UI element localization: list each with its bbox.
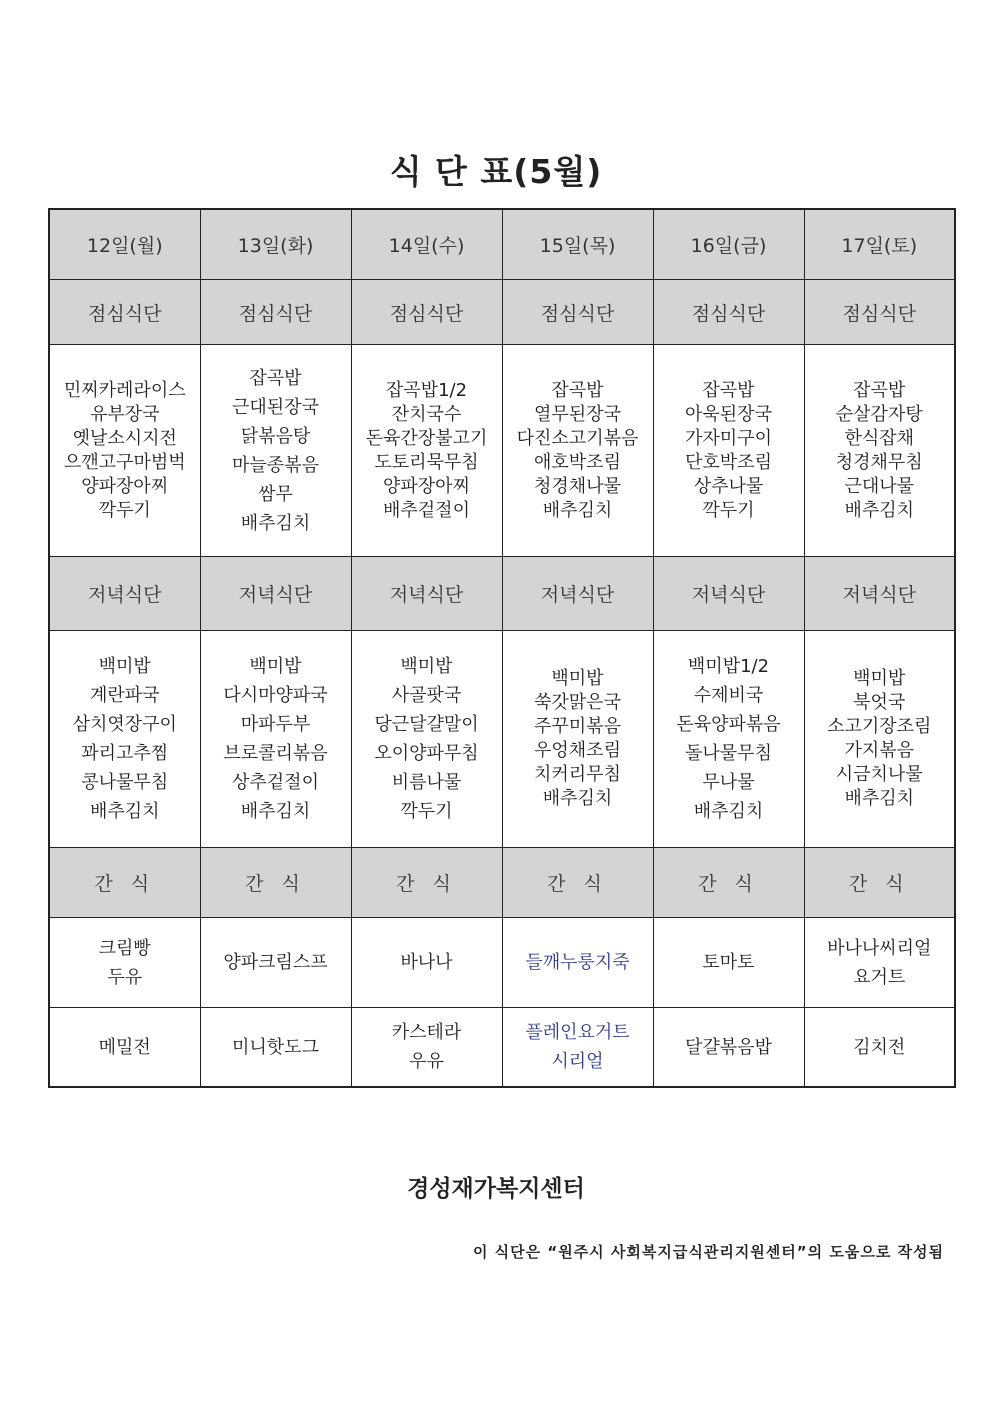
snack-row-1 [49,918,955,1008]
menu-item: 청경채나물 [534,475,621,497]
menu-item: 소고기장조림 [827,716,932,737]
menu-item: 백미밥 [853,668,906,689]
menu-item: 으깬고구마범벅 [63,451,186,473]
menu-item: 닭볶음탕 [240,425,311,447]
date-cell: 15일(목) [502,209,653,280]
date-row [49,209,955,280]
menu-item: 배추김치 [693,801,764,822]
dinner-header-row [49,557,955,631]
menu-item: 꽈리고추찜 [81,743,169,764]
snack-cell [351,1008,502,1088]
snack-item: 바나나씨리얼 [827,937,932,959]
menu-item: 깍두기 [702,499,755,521]
menu-item: 유부장국 [89,403,160,425]
menu-item: 북엇국 [853,692,906,713]
lunch-cell [804,345,955,557]
snack-item: 요거트 [853,966,906,988]
lunch-cell [502,345,653,557]
menu-item: 잡곡밥1/2 [385,379,468,401]
snack-cell [49,1008,200,1088]
snack-item: 시리얼 [551,1051,604,1072]
menu-item: 백미밥 [98,656,151,677]
menu-item: 돌나물무침 [685,743,772,764]
lunch-header: 점심식단 [653,280,804,345]
menu-item: 단호박조림 [685,451,772,473]
lunch-header: 점심식단 [200,280,351,345]
menu-item: 백미밥 [249,656,302,677]
snack-cell [502,918,653,1008]
dinner-cell [49,631,200,848]
snack-item: 토마토 [702,952,755,973]
snack-item: 달걀볶음밥 [685,1036,772,1058]
snack-cell [804,1008,955,1088]
snack-cell [200,918,351,1008]
dinner-row [49,631,955,848]
lunch-cell [200,345,351,557]
snack-header: 간 식 [200,848,351,918]
menu-item: 백미밥 [400,656,453,677]
lunch-header: 점심식단 [351,280,502,345]
menu-item: 시금치나물 [835,764,923,785]
snack-cell [502,1008,653,1088]
snack-item: 크림빵 [98,937,151,959]
menu-item: 쑥갓맑은국 [534,692,621,713]
menu-item: 도토리묵무침 [374,451,479,473]
menu-item: 청경채무침 [835,451,923,473]
menu-item: 잔치국수 [391,403,462,425]
menu-item: 콩나물무침 [81,772,169,793]
menu-item: 쌈무 [258,483,293,505]
menu-item: 한식잡채 [844,427,915,449]
menu-item: 계란파국 [89,685,160,706]
snack-cell [351,918,502,1008]
menu-item: 다진소고기볶음 [516,427,639,449]
menu-item: 다시마양파국 [223,685,328,706]
lunch-header-row [49,280,955,345]
dinner-header: 저녁식단 [804,557,955,631]
menu-item: 사골팟국 [391,685,462,706]
snack-item: 김치전 [853,1036,906,1058]
snack-item: 플레인요거트 [525,1022,630,1043]
menu-item: 깍두기 [400,801,453,822]
menu-item: 백미밥1/2 [687,656,770,677]
menu-item: 수제비국 [693,685,764,706]
dinner-cell [653,631,804,848]
menu-item: 근대나물 [844,475,915,497]
menu-item: 잡곡밥 [249,367,302,389]
menu-item: 주꾸미볶음 [534,716,621,737]
menu-item: 잡곡밥 [702,379,755,401]
menu-item: 잡곡밥 [853,379,906,401]
menu-item: 마늘종볶음 [232,454,319,476]
menu-item: 깍두기 [98,499,151,521]
menu-item: 배추김치 [844,499,915,521]
menu-table [48,208,956,1088]
footnote: 이 식단은 “원주시 사회복지급식관리지원센터”의 도움으로 작성됨 [472,1243,944,1261]
menu-item: 비름나물 [391,772,462,793]
menu-item: 아욱된장국 [685,403,772,425]
dinner-cell [200,631,351,848]
center-name: 경성재가복지센터 [407,1176,585,1202]
menu-item: 배추김치 [542,499,613,521]
menu-item: 배추김치 [240,801,311,822]
snack-row-2 [49,1008,955,1088]
lunch-header: 점심식단 [49,280,200,345]
snack-item: 들깨누룽지죽 [525,952,630,973]
dinner-header: 저녁식단 [502,557,653,631]
snack-header: 간 식 [502,848,653,918]
dinner-header: 저녁식단 [653,557,804,631]
snack-header: 간 식 [351,848,502,918]
menu-item: 배추김치 [89,801,160,822]
dinner-cell [502,631,653,848]
lunch-cell [49,345,200,557]
snack-item: 우유 [409,1051,444,1072]
menu-item: 가지볶음 [844,740,915,761]
date-cell: 12일(월) [49,209,200,280]
menu-item: 삼치엿장구이 [72,714,177,735]
snack-header: 간 식 [49,848,200,918]
dinner-cell [351,631,502,848]
lunch-row [49,345,955,557]
menu-item: 잡곡밥 [551,379,604,401]
menu-item: 돈육간장불고기 [365,427,488,449]
snack-header: 간 식 [653,848,804,918]
menu-item: 배추김치 [240,512,311,534]
menu-item: 상추나물 [693,475,764,497]
menu-item: 민찌카레라이스 [63,379,186,401]
snack-cell [49,918,200,1008]
menu-item: 배추겉절이 [383,499,470,521]
snack-item: 미니핫도그 [232,1036,319,1058]
lunch-header: 점심식단 [502,280,653,345]
snack-cell [653,918,804,1008]
page-title: 식 단 표(5월) [389,152,603,191]
date-cell: 13일(화) [200,209,351,280]
menu-item: 치커리무침 [534,764,621,785]
snack-header: 간 식 [804,848,955,918]
lunch-header: 점심식단 [804,280,955,345]
snack-cell [653,1008,804,1088]
menu-item: 당근달걀말이 [374,714,479,735]
menu-item: 마파두부 [240,714,311,735]
date-cell: 16일(금) [653,209,804,280]
snack-cell [200,1008,351,1088]
menu-item: 배추김치 [844,788,915,809]
snack-cell [804,918,955,1008]
menu-item: 열무된장국 [534,403,621,425]
snack-item: 메밀전 [98,1036,151,1058]
date-cell: 17일(토) [804,209,955,280]
date-cell: 14일(수) [351,209,502,280]
snack-item: 양파크림스프 [223,952,328,973]
menu-item: 양파장아찌 [383,475,470,497]
snack-item: 카스테라 [391,1022,462,1043]
dinner-cell [804,631,955,848]
menu-item: 애호박조림 [534,451,621,473]
menu-item: 가자미구이 [685,427,772,449]
menu-item: 옛날소시지전 [72,427,177,449]
menu-item: 순살감자탕 [835,403,923,425]
snack-item: 바나나 [400,952,453,973]
menu-item: 브로콜리볶음 [223,743,328,764]
menu-item: 돈육양파볶음 [676,714,781,735]
menu-item: 근대된장국 [232,396,319,418]
menu-item: 오이양파무침 [374,743,479,764]
menu-item: 배추김치 [542,788,613,809]
lunch-cell [653,345,804,557]
dinner-header: 저녁식단 [351,557,502,631]
menu-item: 상추겉절이 [232,772,319,793]
lunch-cell [351,345,502,557]
dinner-header: 저녁식단 [200,557,351,631]
menu-item: 우엉채조림 [534,740,621,761]
menu-item: 백미밥 [551,668,604,689]
menu-item: 무나물 [702,772,755,793]
dinner-header: 저녁식단 [49,557,200,631]
menu-item: 양파장아찌 [81,475,169,497]
snack-item: 두유 [107,966,143,988]
snack-header-row [49,848,955,918]
